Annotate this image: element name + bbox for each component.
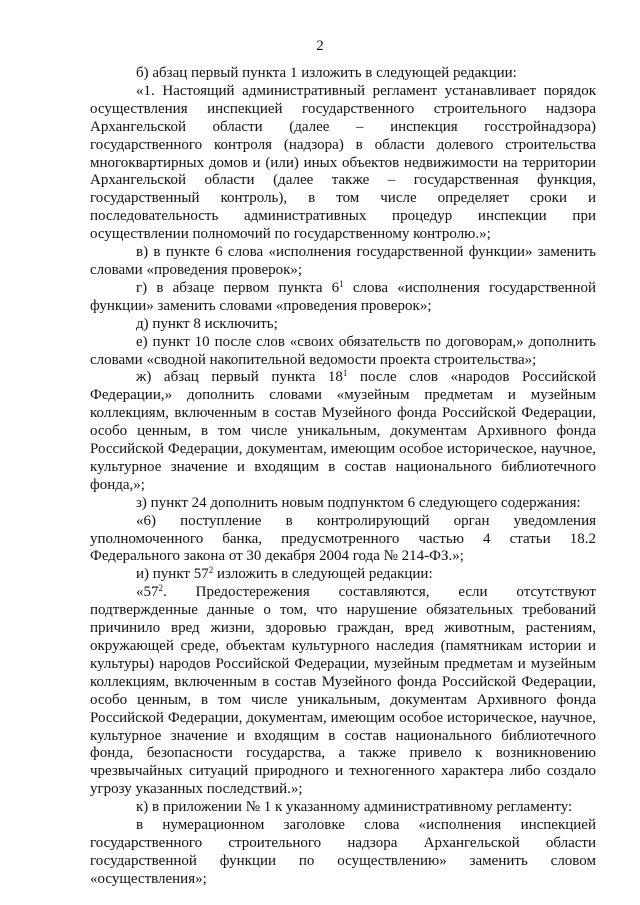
document-body <box>90 65 596 889</box>
paragraph-k: к) в приложении № 1 к указанному административному регламенту: <box>136 799 573 816</box>
paragraph-v: в) в пункте 6 слова «исполнения государственной функции» заменить словами «проведения проверок»; <box>90 244 596 278</box>
paragraph-d: д) пункт 8 исключить; <box>136 315 278 332</box>
paragraph-z: з) пункт 24 дополнить новым подпунктом 6 следующего содержания: <box>136 494 581 511</box>
paragraph-k-1: в нумерационном заголовке слова «исполнения инспекцией государственного строительного надзора Архангельской области государственной функции по осуществлению» заменить словом «осуществления»; <box>90 817 596 887</box>
paragraph-e: е) пункт 10 после слов «своих обязательств по договорам,» дополнить словами «сводной накопительной ведомости проекта строительства»; <box>90 333 596 368</box>
paragraph-z-subpoint-6: «6) поступление в контролирующий орган уведомления уполномоченного банка, предусмотренного частью 4 статьи 18.2 Федерального закона от 30 декабря 2004 года № 214-ФЗ.»; <box>90 512 596 565</box>
page-number: 2 <box>316 38 324 54</box>
paragraph-b-heading: б) абзац первый пункта 1 изложить в следующей редакции: <box>136 65 517 81</box>
paragraph-zh: ж) абзац первый пункта $18^1$ после слов «народов Российской Федерации,» дополнить словами «музейным предметам и музейным коллекциям, включенным в состав Музейного фонда Российской Федерации, особо ценным, в том числе уникальным, документам Архивного фонда Российской Федерации, документам, имеющим особое историческое, научное, культурное значение и входящим в состав национального библиотечного фонда,»; <box>90 368 596 493</box>
paragraph-g: г) в абзаце первом пункта $6^1$ слова «исполнения государственной функции» заменить словами «проведения проверок»; <box>90 278 597 314</box>
paragraph-point-57-2-text: «$57^2$. Предостережения составляются, если отсутствуют подтвержденные данные о том, что нарушение обязательных требований причинило вред жизни, здоровью граждан, вред животным, растениям, окружающей среде, объектам культурного наследия (памятникам истории и культуры) народов Российской Федерации, музейным предметам и музейным коллекциям, включенным в состав Музейного фонда Российской Федерации, особо ценным, в том числе уникальным, документам Архивного фонда Российской Федерации, документам, имеющим особое историческое, научное, культурное значение и входящим в состав национального библиотечного фонда, безопасности государства, а также привело к возникновению чрезвычайных ситуаций природного и техногенного характера либо создало угрозу указанных последствий.»; <box>90 583 596 798</box>
paragraph-i: и) пункт $57^2$ изложить в следующей редакции: <box>136 565 433 583</box>
paragraph-point-1-text: «1. Настоящий административный регламент устанавливает порядок осуществления инспекцией государственного строительного надзора Архангельской области (далее – инспекция госстройнадзора) государственного контроля (надзора) в области долевого строительства многоквартирных домов и (или) иных объектов недвижимости на территории Архангельской области (далее также – государственная функция, государственный контроль), в том числе определяет сроки и последовательность административных процедур инспекции при осуществлении полномочий по государственному контролю.»; <box>90 82 596 243</box>
